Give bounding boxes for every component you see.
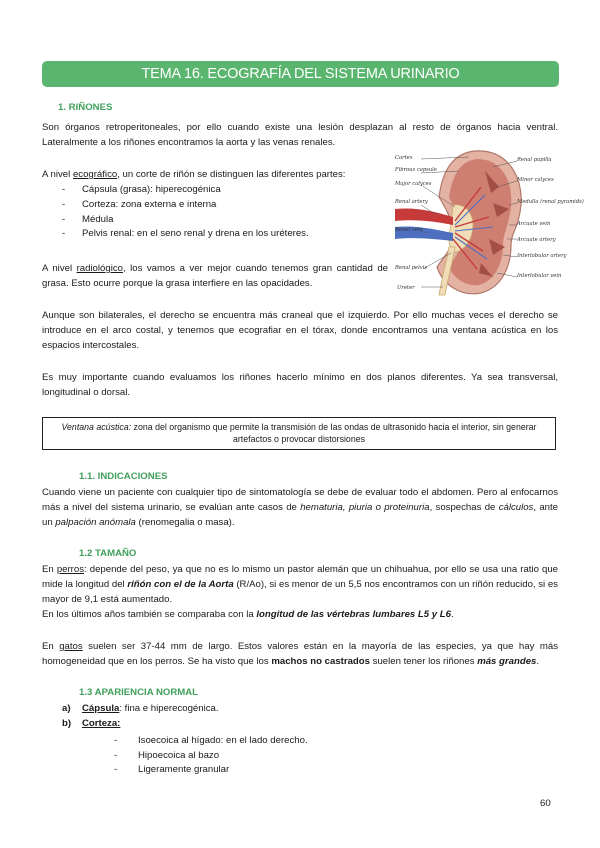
section-heading-indicaciones: 1.1. INDICACIONES [79, 471, 168, 482]
tamano-perros-block [42, 563, 558, 622]
ecografico-intro: A nivel ecográfico, un corte de riñón se distinguen las diferentes partes: [42, 169, 346, 180]
page-number: 60 [540, 798, 551, 809]
list-item: - Cápsula (grasa): hiperecogénica [62, 183, 377, 198]
label-renal-vein: Renal vein [395, 227, 423, 233]
definition-box [42, 417, 556, 450]
label-arcuate-artery: Arcuate artery [517, 237, 556, 243]
bilateral-paragraph: Aunque son bilaterales, el derecho se encuentra más craneal que el izquierdo. Por ello muchas veces el derecho se introduce en el arco costal, y tenemos que ecografiar en el tórax, donde encontramos una ventana acústica en los espacios intercostales. [42, 310, 558, 351]
label-fibrous-capsule: Fibrous capsule [395, 167, 437, 173]
label-renal-artery: Renal artery [395, 199, 428, 205]
kidney-parts-list [62, 183, 377, 242]
gatos-paragraph: En gatos suelen ser 37-44 mm de largo. Estos valores están en la mayoría de las especies, ya que hay más homogeneidad que en los perros. Se ha visto que los machos no castrados suelen tener los riñones más grandes. [42, 641, 558, 667]
label-arcuate-vein: Arcuate vein [517, 221, 551, 227]
ecografico-block [42, 168, 377, 242]
label-minor-calyces: Minor calyces [517, 177, 554, 183]
intro-paragraph: Son órganos retroperitoneales, por ello cuando existe una lesión desplazan al resto de órganos hacia ventral. Lateralmente a los riñones encontramos la aorta y las venas renales. [42, 122, 558, 148]
list-item: a) Cápsula: fina e hiperecogénica. [62, 703, 219, 714]
list-item: - Ligeramente granular [114, 763, 552, 778]
label-cortex: Cortex [395, 155, 413, 161]
list-item: b) Corteza: [62, 717, 121, 729]
label-renal-pelvis: Renal pelvis [395, 265, 428, 271]
section-heading-apariencia: 1.3 APARIENCIA NORMAL [79, 687, 199, 698]
chapter-title: TEMA 16. ECOGRAFÍA DEL SISTEMA URINARIO [42, 61, 559, 87]
section-heading-rinones: 1. RIÑONES [58, 102, 113, 113]
kidney-anatomy-illustration [393, 147, 584, 297]
radiologico-paragraph: A nivel radiológico, los vamos a ver mejor cuando tenemos gran cantidad de grasa. Esto ocurre porque la grasa interfiere en las opacidades. [42, 263, 388, 289]
label-renal-papilla: Renal papilla [517, 157, 552, 163]
kidney-drawing [393, 147, 584, 297]
label-ureter: Ureter [397, 285, 415, 291]
definition-text: zona del organismo que permite la transmisión de las ondas de ultrasonido hacia el interior, sin generar artefactos o provocar distorsiones [131, 421, 537, 444]
apariencia-block [62, 702, 552, 778]
apariencia-list [62, 702, 552, 732]
list-item: - Médula [62, 213, 377, 228]
label-major-calyces: Major calyces [395, 181, 432, 187]
perros-paragraph: En perros: depende del peso, ya que no es lo mismo un pastor alemán que un chihuahua, por ello se usa una ratio que mide la longitud del riñón con el de la Aorta (R/Ao), si es menor de un 5,5 nos encontramos con un riñón reducido, si es mayor de 9,1 está aumentado. [42, 564, 558, 605]
planos-paragraph: Es muy importante cuando evaluamos los riñones hacerlo mínimo en dos planos diferentes. Ya sea transversal, longitudinal o dorsal. [42, 372, 558, 398]
label-interlobular-vein: Interlobular vein [517, 273, 562, 279]
vertebras-paragraph: En los últimos años también se comparaba con la longitud de las vértebras lumbares L5 y L6. [42, 608, 454, 620]
definition-term: Ventana acústica: [61, 421, 132, 432]
list-item: - Isoecoica al hígado: en el lado derecho. [114, 734, 552, 749]
label-interlobular-artery: Interlobular artery [517, 253, 567, 259]
list-item: - Corteza: zona externa e interna [62, 198, 377, 213]
list-item: - Hipoecoica al bazo [114, 749, 552, 764]
section-heading-tamano: 1.2 TAMAÑO [79, 548, 137, 559]
list-item: - Pelvis renal: en el seno renal y drena en los uréteres. [62, 227, 377, 242]
indicaciones-paragraph: Cuando viene un paciente con cualquier tipo de sintomatología se debe de evaluar todo el abdomen. Pero al enfocarnos más a nivel del sistema urinario, se evalúan ante casos de hematuria, piuria o proteinuria, sospechas de cálculos, ante un palpación anómala (renomegalia o masa). [42, 487, 558, 528]
label-medulla: Medulla (renal pyramids) [517, 199, 584, 205]
corteza-sublist [62, 734, 552, 779]
